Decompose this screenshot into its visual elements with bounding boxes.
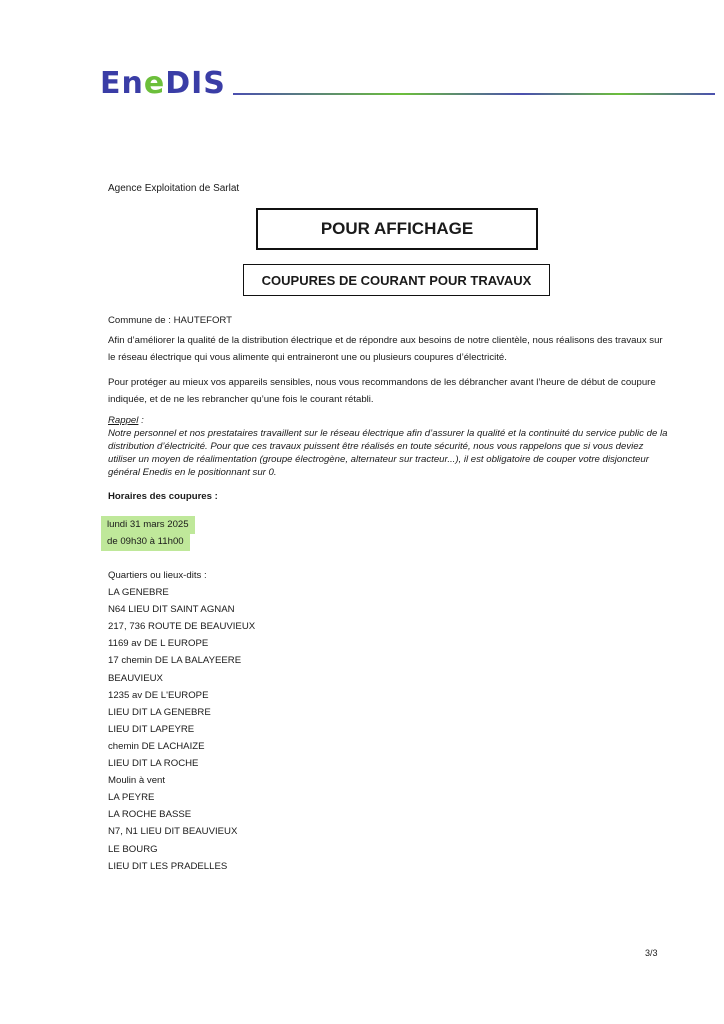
list-item: 17 chemin DE LA BALAYEERE [108, 655, 242, 667]
page-number: 3/3 [645, 948, 658, 958]
rappel-text: Notre personnel et nos prestataires travaillent sur le réseau électrique afin d’assurer la qualité et la continuité du service public de la distribution d’électricité. Pour que ces travaux puissent être réalisés en toute sécurité, nous vous rappelons que si vous deviez utiliser un moyen de réalimentation (groupe électrogène, alternateur sur tracteur...), il est obligatoire de couper votre disjoncteur général Enedis en le positionnant sur 0. [108, 428, 668, 478]
places-heading: Quartiers ou lieux-dits : [108, 570, 207, 581]
subtitle-title: COUPURES DE COURANT POUR TRAVAUX [261, 272, 532, 288]
banner-title: POUR AFFICHAGE [320, 219, 474, 238]
list-item: 1169 av DE L EUROPE [108, 638, 209, 650]
schedule-hours: de 09h30 à 11h00 [101, 533, 190, 551]
advice-paragraph: Pour protéger au mieux vos appareils sensibles, nous vous recommandons de les débrancher avant l’heure de début de coupure indiquée, et de ne les rebrancher qu’une fois le courant rétabli. [108, 377, 656, 405]
list-item: LA GENEBRE [108, 587, 169, 599]
list-item: 217, 736 ROUTE DE BEAUVIEUX [108, 621, 256, 633]
list-item: LIEU DIT LA ROCHE [108, 758, 199, 770]
rappel-section [108, 414, 668, 479]
rappel-title: Rappel [108, 415, 139, 426]
list-item: 1235 av DE L'EUROPE [108, 689, 209, 701]
list-item: LA ROCHE BASSE [108, 809, 192, 821]
rappel-title-suffix: : [138, 415, 144, 426]
places-list [108, 567, 668, 875]
commune-line: Commune de : HAUTEFORT [108, 315, 233, 326]
horaires-heading: Horaires des coupures : [108, 491, 218, 502]
header-rule [233, 93, 715, 95]
list-item: N7, N1 LIEU DIT BEAUVIEUX [108, 826, 238, 838]
schedule-date: lundi 31 mars 2025 [101, 516, 195, 534]
list-item: LE BOURG [108, 843, 158, 855]
list-item: chemin DE LACHAIZE [108, 740, 205, 752]
list-item: N64 LIEU DIT SAINT AGNAN [108, 604, 235, 616]
agency-name: Agence Exploitation de Sarlat [108, 183, 240, 194]
list-item: BEAUVIEUX [108, 672, 163, 684]
logo-text-part3: DIS [165, 66, 226, 101]
intro-paragraph: Afin d’améliorer la qualité de la distribution électrique et de répondre aux besoins de notre clientèle, nous réalisons des travaux sur le réseau électrique qui vous alimente qui entraineront une ou plusieurs coupures d’électricité. [108, 335, 663, 363]
list-item: LIEU DIT LA GENEBRE [108, 706, 211, 718]
list-item: Moulin à vent [108, 775, 166, 787]
enedis-logo [100, 66, 226, 101]
banner-box [256, 208, 538, 250]
subtitle-box [243, 264, 550, 296]
list-item: LIEU DIT LAPEYRE [108, 723, 195, 735]
logo-text-part1: En [100, 66, 144, 101]
list-item: LIEU DIT LES PRADELLES [108, 860, 228, 872]
logo-text-part2: e [143, 66, 166, 101]
list-item: LA PEYRE [108, 792, 155, 804]
